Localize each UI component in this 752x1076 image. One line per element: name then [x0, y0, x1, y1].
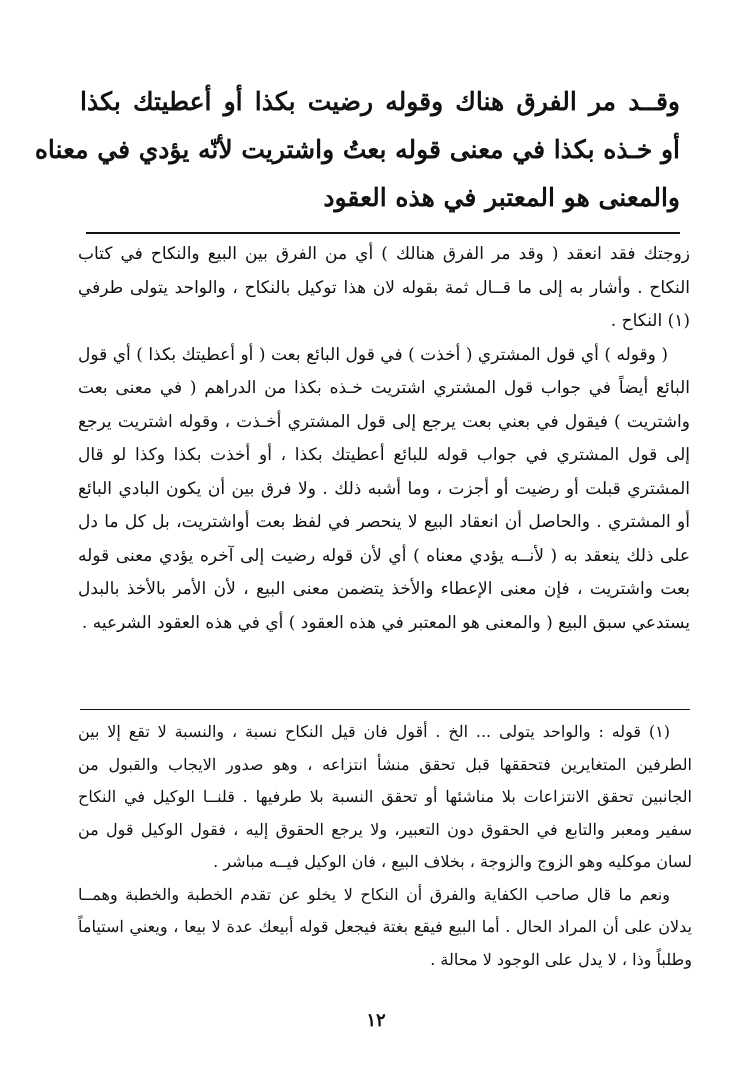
footnote-divider: [80, 709, 690, 710]
commentary-block: [78, 238, 690, 640]
main-text-line: أو خـذه بكذا في معنى قوله بعتُ واشتريت لأنّه يؤدي في معناه: [34, 135, 680, 164]
commentary-paragraph: زوجتك فقد انعقد ( وقد مر الفرق هنالك ) أي من الفرق بين البيع والنكاح في كتاب النكاح . وأشار به إلى ما قــال ثمة بقوله لان هذا توكيل بالنكاح ، والواحد يتولى طرفي (١) النكاح .: [78, 244, 690, 331]
footnote-block: [78, 716, 692, 976]
commentary-paragraph: ( وقوله ) أي قول المشتري ( أخذت ) في قول البائع بعت ( أو أعطيتك بكذا ) أي قول البائع أيضاً في جواب قول المشتري اشتريت خـذه بكذا من الدراهم ( في معنى بعت واشتريت ) فيقول في بعني بعت يرجع إلى قول المشتري أخـذت ، وقوله اشتريت يرجع إلى قول المشتري في جواب قوله للبائع أعطيتك بكذا ، أو أخذت بكذا وكذا لو قال المشتري قبلت أو رضيت أو أجزت ، وما أشبه ذلك . ولا فرق بين أن يكون البادي البائع أو المشتري . والحاصل أن انعقاد البيع لا ينحصر في لفظ بعت أواشتريت، بل كل ما دل على ذلك ينعقد به ( لأنــه يؤدي معناه ) أي لأن قوله رضيت إلى آخره يؤدي معنى قوله بعت واشتريت ، فإن معنى الإعطاء والأخذ يتضمن معنى البيع ، لأن الأمر بالأخذ بالبدل يستدعي سبق البيع ( والمعنى هو المعتبر في هذه العقود ) أي في هذه العقود الشرعيه .: [78, 344, 691, 633]
footnote-paragraph: ونعم ما قال صاحب الكفاية والفرق أن النكاح لا يخلو عن تقدم الخطبة والخطبة وهمــا يدلان على أن المراد الحال . أما البيع فيقع بغتة فيجعل قوله أبيعك عدة لا بيعا ، ويعني استياماً وطلباً وذا ، لا يدل على الوجود لا محالة .: [78, 884, 692, 969]
footnote-paragraph: (١) قوله : والواحد يتولى ... الخ . أقول فان قيل النكاح نسبة ، والنسبة لا تقع إلا بين الطرفين المتغايرين فتحققها قبل تحقق منشأ انتزاعه ، وهو صدور الايجاب والقبول من الجانبين تحقق الانتزاعات بلا مناشئها أو تحقق النسبة بلا طرفيها . قلنــا الوكيل في النكاح سفير ومعبر والتابع في الحقوق دون التعبير، ولا يرجع الحقوق إليه ، فقول الوكيل قول من لسان موكليه وهو الزوج والزوجة ، بخلاف البيع ، فان الوكيل فيــه مباشر .: [78, 722, 693, 871]
main-text-block: [34, 78, 680, 222]
main-text-divider: [86, 232, 680, 234]
main-text-line: والمعنى هو المعتبر في هذه العقود: [323, 183, 680, 212]
main-text-line: وقــد مر الفرق هناك وقوله رضيت بكذا أو أعطيتك بكذا: [80, 87, 680, 116]
page-number: ١٢: [366, 1010, 386, 1031]
